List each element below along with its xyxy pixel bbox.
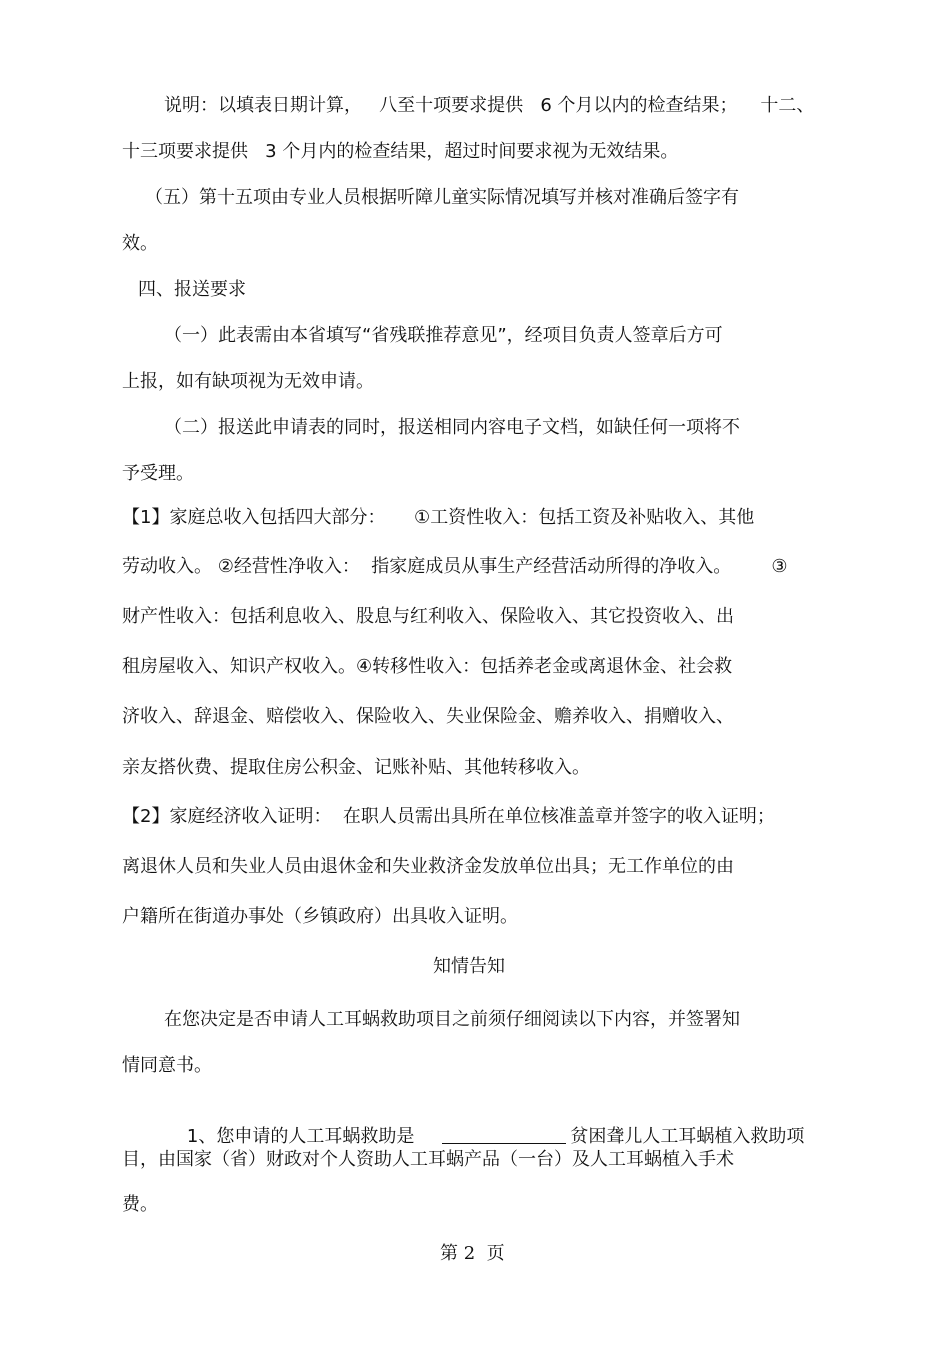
section-heading-submission: 四、报送要求 [138, 279, 246, 300]
item-5-line-2: 效。 [122, 233, 158, 254]
note-line-1: 说明：以填表日期计算， 八至十项要求提供 6 个月以内的检查结果； 十二、 [164, 95, 815, 116]
item-1-prefix: 1、您申请的人工耳蜗救助是 [186, 1126, 415, 1147]
footnote-1-line-3: 财产性收入：包括利息收入、股息与红利收入、保险收入、其它投资收入、出 [122, 606, 734, 627]
footnote-2-line-2: 离退休人员和失业人员由退休金和失业救济金发放单位出具；无工作单位的由 [122, 856, 734, 877]
submission-1-line-2: 上报，如有缺项视为无效申请。 [122, 371, 374, 392]
page-number: 第 2 页 [440, 1243, 505, 1264]
footnote-1-line-2: 劳动收入。 ②经营性净收入： 指家庭成员从事生产经营活动所得的净收入。 ③ [122, 556, 788, 577]
footnote-1-line-6: 亲友搭伙费、提取住房公积金、记账补贴、其他转移收入。 [122, 757, 590, 778]
submission-1-line-1: （一）此表需由本省填写“省残联推荐意见”，经项目负责人签章后方可 [164, 325, 723, 346]
item-1-line-3: 费。 [122, 1194, 158, 1215]
note-line-2: 十三项要求提供 3 个月内的检查结果，超过时间要求视为无效结果。 [122, 141, 679, 162]
submission-2-line-2: 予受理。 [122, 463, 194, 484]
footnote-1-line-1: 【1】家庭总收入包括四大部分： ①工资性收入：包括工资及补贴收入、其他 [122, 507, 755, 528]
informed-notice-title: 知情告知 [433, 956, 505, 977]
footnote-2-line-3: 户籍所在街道办事处（乡镇政府）出具收入证明。 [122, 906, 518, 927]
footnote-2-line-1: 【2】家庭经济收入证明： 在职人员需出具所在单位核准盖章并签字的收入证明； [122, 806, 775, 827]
footnote-1-line-5: 济收入、辞退金、赔偿收入、保险收入、失业保险金、赡养收入、捐赠收入、 [122, 706, 734, 727]
intro-line-2: 情同意书。 [122, 1055, 212, 1076]
intro-line-1: 在您决定是否申请人工耳蜗救助项目之前须仔细阅读以下内容，并签署知 [164, 1009, 740, 1030]
project-name-blank[interactable] [442, 1125, 566, 1144]
submission-2-line-1: （二）报送此申请表的同时，报送相同内容电子文档，如缺任何一项将不 [164, 417, 740, 438]
item-1-suffix: 贫困聋儿人工耳蜗植入救助项 [570, 1126, 805, 1147]
footnote-1-line-4: 租房屋收入、知识产权收入。④转移性收入：包括养老金或离退休金、社会救 [122, 656, 733, 677]
item-5-line-1: （五）第十五项由专业人员根据听障儿童实际情况填写并核对准确后签字有 [145, 187, 739, 208]
item-1-line-2: 目，由国家（省）财政对个人资助人工耳蜗产品（一台）及人工耳蜗植入手术 [122, 1149, 734, 1170]
